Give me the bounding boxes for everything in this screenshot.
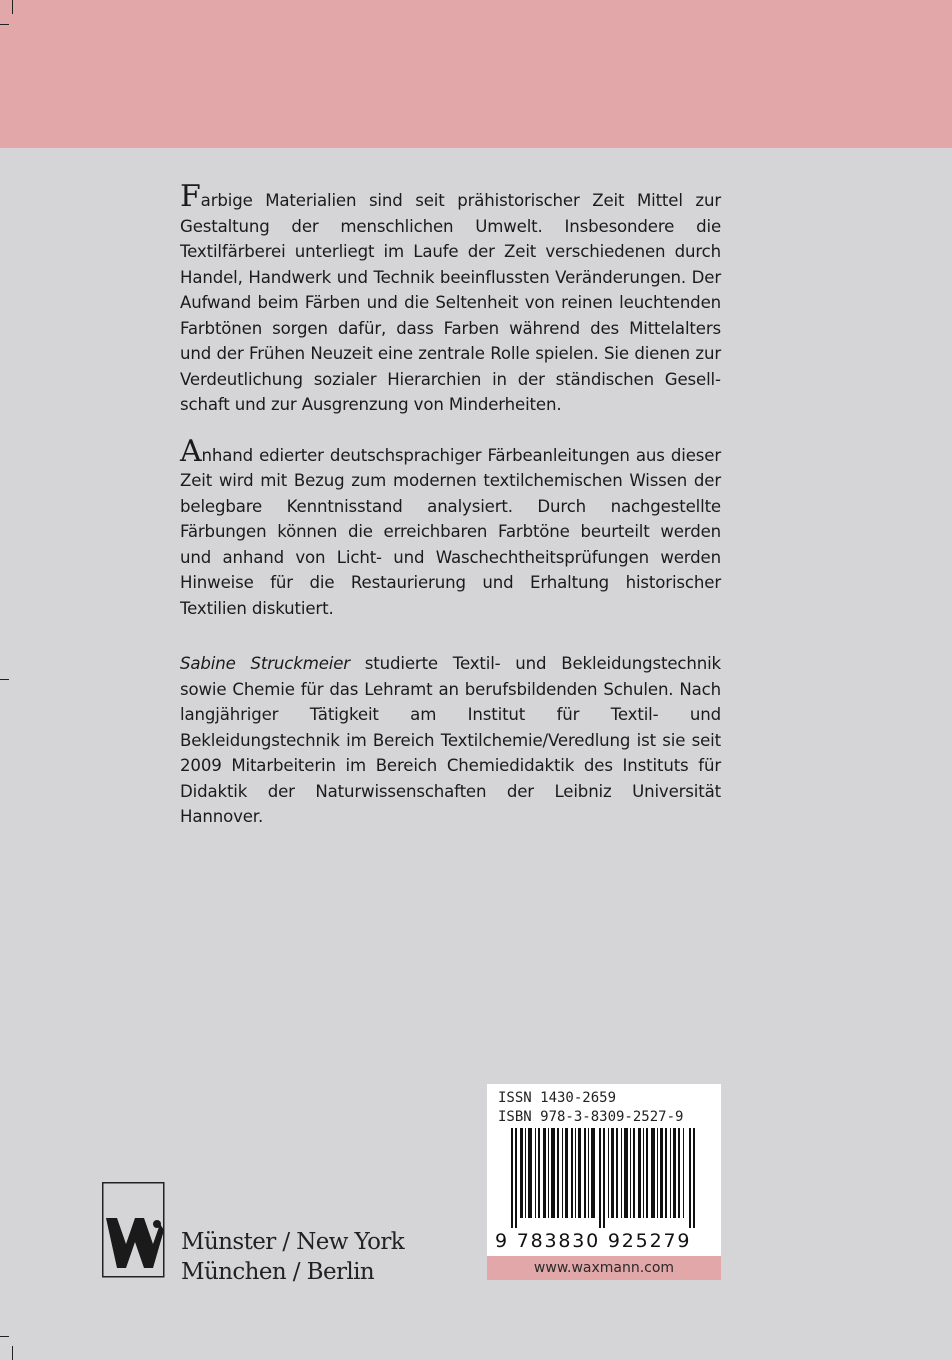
paragraph-intro [180, 179, 721, 418]
top-color-band [0, 0, 952, 148]
drop-initial-a: A [180, 433, 202, 469]
barcode-digits: 9 783830 925279 [495, 1230, 692, 1252]
paragraph-analysis [180, 433, 721, 622]
cities-line-2: München / Berlin [181, 1259, 375, 1285]
blurb-text [180, 179, 722, 830]
isbn-number: ISBN 978-3-8309-2527-9 [498, 1109, 684, 1125]
paragraph-analysis-text: nhand edierter deutschsprachiger Färbeanleitungen aus dieser Zeit wird mit Bezug zum modernen textilchemischen Wissen der belegbare Kenntnisstand analysiert. Durch nachgestellte Färbungen können die erreichbaren Farbtöne beurteilt werden und anhand von Licht- und Waschechtheitsprüfungen werden Hinweise für die Restaurierung und Erhaltung historischer Textilien diskutiert. [180, 445, 721, 618]
crop-mark-middle [0, 679, 9, 680]
publisher-url: www.waxmann.com [487, 1256, 721, 1280]
crop-mark-bottom [0, 1336, 9, 1337]
drop-initial-f: F [180, 179, 201, 214]
barcode-panel [487, 1084, 721, 1280]
author-name: Sabine Struckmeier [180, 654, 350, 673]
publisher-cities [181, 1227, 404, 1287]
paragraph-intro-text: arbige Materialien sind seit prähistorischer Zeit Mittel zur Gestaltung der menschlichen Umwelt. Insbesondere die Textilfärberei unterliegt im Laufe der Zeit verschiedenen durch Handel, Handwerk und Technik beeinflussten Veränderungen. Der Aufwand beim Färben und die Seltenheit von reinen leuchtenden Farbtönen sorgen dafür, dass Farben während des Mittelalters und der Frühen Neuzeit eine zentrale Rolle spielen. Sie dienen zur Verdeutlichung sozialer Hierarchien in der ständischen Gesellschaft und zur Ausgrenzung von Minderheiten. [180, 191, 721, 414]
crop-mark-top [0, 24, 9, 25]
waxmann-logo-icon [102, 1182, 166, 1278]
author-bio [180, 651, 721, 830]
issn-number: ISSN 1430-2659 [498, 1090, 617, 1106]
crop-mark-top-vertical [12, 0, 13, 14]
cities-line-1: Münster / New York [181, 1229, 405, 1255]
crop-mark-bottom-vertical [12, 1346, 13, 1360]
barcode-bars [509, 1128, 699, 1228]
author-bio-text: studierte Textil- und Bekleidungstechnik sowie Chemie für das Lehramt an berufsbildenden Schulen. Nach langjähriger Tätigkeit am Institut für Textil- und Bekleidungstechnik im Bereich Textilchemie/Veredlung ist sie seit 2009 Mitarbeiterin im Bereich Chemiedidaktik des Instituts für Didaktik der Naturwissenschaften der Leibniz Universität Hannover. [180, 654, 722, 826]
